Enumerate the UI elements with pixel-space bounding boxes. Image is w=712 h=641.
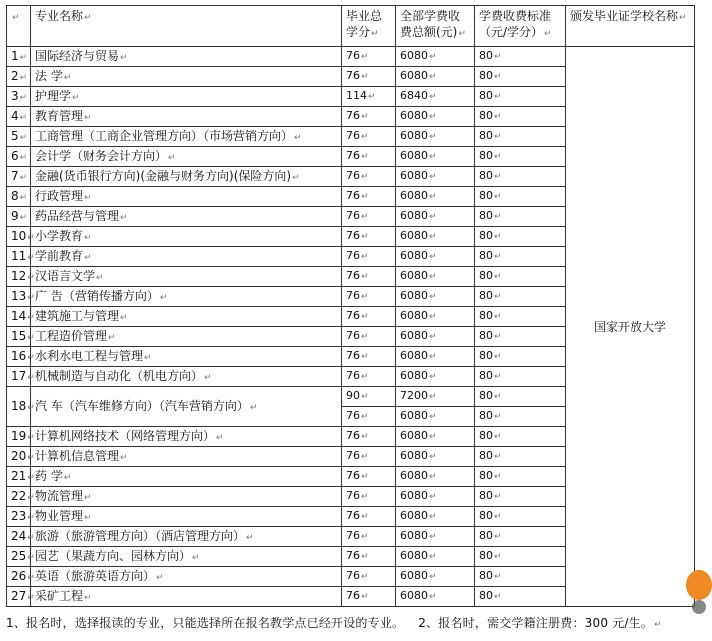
row-number: 17↵ — [7, 367, 31, 387]
paragraph-mark: ↵ — [494, 132, 502, 142]
paragraph-mark: ↵ — [494, 392, 502, 402]
total-fee: 6080↵ — [396, 567, 475, 587]
paragraph-mark: ↵ — [429, 352, 437, 362]
header-index — [7, 6, 31, 47]
major-name: 建筑施工与管理↵ — [31, 307, 342, 327]
paragraph-mark: ↵ — [494, 112, 502, 122]
total-fee: 6080↵ — [396, 487, 475, 507]
paragraph-mark: ↵ — [429, 432, 437, 442]
paragraph-mark: ↵ — [96, 272, 104, 283]
major-name: 行政管理↵ — [31, 187, 342, 207]
total-fee: 6080↵ — [396, 127, 475, 147]
paragraph-mark: ↵ — [494, 92, 502, 102]
paragraph-mark: ↵ — [494, 512, 502, 522]
paragraph-mark: ↵ — [429, 452, 437, 462]
paragraph-mark: ↵ — [19, 132, 28, 143]
paragraph-mark: ↵ — [494, 232, 502, 242]
major-name: 计算机网络技术（网络管理方向）↵ — [31, 427, 342, 447]
fee-per-credit: 80↵ — [475, 447, 566, 467]
table-body — [7, 47, 695, 607]
major-name: 药品经营与管理↵ — [31, 207, 342, 227]
paragraph-mark: ↵ — [361, 72, 369, 82]
paragraph-mark: ↵ — [429, 152, 437, 162]
paragraph-mark: ↵ — [84, 192, 92, 203]
row-number: 22↵ — [7, 487, 31, 507]
total-credits: 76↵ — [342, 587, 396, 607]
paragraph-mark: ↵ — [361, 412, 369, 422]
row-number: 20↵ — [7, 447, 31, 467]
paragraph-mark: ↵ — [361, 192, 369, 202]
paragraph-mark: ↵ — [494, 492, 502, 502]
paragraph-mark: ↵ — [494, 272, 502, 282]
fee-per-credit: 80↵ — [475, 47, 566, 67]
major-name: 旅游（旅游管理方向）（酒店管理方向）↵ — [31, 527, 342, 547]
paragraph-mark: ↵ — [27, 572, 35, 583]
header-fee-standard: 学费收费标准（元/学分）↵ — [475, 6, 566, 47]
total-credits: 76↵ — [342, 107, 396, 127]
paragraph-mark: ↵ — [159, 292, 168, 303]
paragraph-mark: ↵ — [494, 172, 502, 182]
paragraph-mark: ↵ — [494, 72, 502, 82]
floating-widget-shadow — [692, 600, 706, 614]
total-credits: 76↵ — [342, 127, 396, 147]
fee-per-credit: 80↵ — [475, 487, 566, 507]
fee-per-credit: 80↵ — [475, 527, 566, 547]
row-number: 3↵ — [7, 87, 31, 107]
total-credits: 76↵ — [342, 487, 396, 507]
fee-per-credit: 80↵ — [475, 67, 566, 87]
total-fee: 6080↵ — [396, 407, 475, 427]
paragraph-mark: ↵ — [429, 512, 437, 522]
paragraph-mark: ↵ — [494, 212, 502, 222]
major-name: 英语（旅游英语方向）↵ — [31, 567, 342, 587]
paragraph-mark: ↵ — [84, 232, 92, 243]
paragraph-mark: ↵ — [294, 132, 302, 143]
paragraph-mark: ↵ — [429, 392, 437, 402]
total-fee: 6080↵ — [396, 227, 475, 247]
paragraph-mark: ↵ — [120, 312, 128, 323]
fee-per-credit: 80↵ — [475, 187, 566, 207]
paragraph-mark: ↵ — [679, 13, 687, 23]
paragraph-mark: ↵ — [361, 452, 369, 462]
paragraph-mark: ↵ — [429, 52, 437, 62]
note-registration-fee: 2、报名时，需交学籍注册费：300 元/生。 — [418, 616, 654, 630]
paragraph-mark: ↵ — [429, 332, 437, 342]
paragraph-mark: ↵ — [361, 332, 369, 342]
paragraph-mark: ↵ — [63, 72, 72, 83]
fee-per-credit: 80↵ — [475, 107, 566, 127]
paragraph-mark: ↵ — [361, 172, 369, 182]
paragraph-mark: ↵ — [27, 232, 35, 243]
paragraph-mark: ↵ — [361, 312, 369, 322]
major-name: 护理学↵ — [31, 87, 342, 107]
paragraph-mark: ↵ — [429, 292, 437, 302]
total-credits: 90↵ — [342, 387, 396, 407]
paragraph-mark: ↵ — [168, 152, 176, 163]
paragraph-mark: ↵ — [84, 512, 92, 523]
paragraph-mark: ↵ — [120, 52, 128, 63]
row-number: 12↵ — [7, 267, 31, 287]
total-credits: 76↵ — [342, 167, 396, 187]
paragraph-mark: ↵ — [72, 92, 80, 103]
total-credits: 76↵ — [342, 467, 396, 487]
fee-per-credit: 80↵ — [475, 367, 566, 387]
major-name: 采矿工程↵ — [31, 587, 342, 607]
paragraph-mark: ↵ — [429, 232, 437, 242]
total-credits: 76↵ — [342, 507, 396, 527]
paragraph-mark: ↵ — [27, 292, 35, 303]
footnote — [6, 614, 706, 631]
paragraph-mark: ↵ — [361, 212, 369, 222]
floating-widget-icon[interactable] — [686, 570, 712, 600]
paragraph-mark: ↵ — [361, 352, 369, 362]
fee-table — [6, 5, 695, 607]
paragraph-mark: ↵ — [361, 552, 369, 562]
paragraph-mark: ↵ — [494, 372, 502, 382]
row-number: 7↵ — [7, 167, 31, 187]
total-credits: 76↵ — [342, 147, 396, 167]
paragraph-mark: ↵ — [27, 532, 35, 543]
major-name: 金融(货币银行方向)(金融与财务方向)(保险方向)↵ — [31, 167, 342, 187]
fee-per-credit: 80↵ — [475, 387, 566, 407]
total-fee: 6080↵ — [396, 147, 475, 167]
paragraph-mark: ↵ — [84, 112, 92, 123]
row-number: 11↵ — [7, 247, 31, 267]
row-number: 6↵ — [7, 147, 31, 167]
paragraph-mark: ↵ — [494, 412, 502, 422]
paragraph-mark: ↵ — [429, 312, 437, 322]
paragraph-mark: ↵ — [27, 452, 35, 463]
total-fee: 6080↵ — [396, 167, 475, 187]
paragraph-mark: ↵ — [19, 212, 28, 223]
total-credits: 76↵ — [342, 227, 396, 247]
paragraph-mark: ↵ — [27, 552, 35, 563]
major-name: 园艺（果蔬方向、园林方向）↵ — [31, 547, 342, 567]
fee-per-credit: 80↵ — [475, 247, 566, 267]
paragraph-mark: ↵ — [654, 620, 662, 630]
paragraph-mark: ↵ — [204, 372, 212, 383]
row-number: 4↵ — [7, 107, 31, 127]
paragraph-mark: ↵ — [361, 432, 369, 442]
major-name: 工程造价管理↵ — [31, 327, 342, 347]
paragraph-mark: ↵ — [361, 152, 369, 162]
paragraph-mark: ↵ — [544, 29, 552, 39]
total-credits: 76↵ — [342, 547, 396, 567]
fee-per-credit: 80↵ — [475, 507, 566, 527]
paragraph-mark: ↵ — [429, 552, 437, 562]
total-fee: 6080↵ — [396, 67, 475, 87]
paragraph-mark: ↵ — [429, 212, 437, 222]
fee-per-credit: 80↵ — [475, 287, 566, 307]
paragraph-mark: ↵ — [429, 472, 437, 482]
paragraph-mark: ↵ — [63, 472, 72, 483]
paragraph-mark: ↵ — [12, 13, 20, 23]
major-name: 汽 车（汽车维修方向）（汽车营销方向）↵ — [31, 387, 342, 427]
paragraph-mark: ↵ — [361, 252, 369, 262]
paragraph-mark: ↵ — [19, 192, 28, 203]
major-name: 水利水电工程与管理↵ — [31, 347, 342, 367]
row-number: 13↵ — [7, 287, 31, 307]
paragraph-mark: ↵ — [361, 392, 369, 402]
paragraph-mark: ↵ — [249, 402, 258, 413]
paragraph-mark: ↵ — [27, 352, 35, 363]
row-number: 14↵ — [7, 307, 31, 327]
fee-per-credit: 80↵ — [475, 567, 566, 587]
paragraph-mark: ↵ — [361, 112, 369, 122]
paragraph-mark: ↵ — [429, 272, 437, 282]
paragraph-mark: ↵ — [361, 592, 369, 602]
total-fee: 6080↵ — [396, 367, 475, 387]
paragraph-mark: ↵ — [27, 312, 35, 323]
paragraph-mark: ↵ — [19, 172, 28, 183]
paragraph-mark: ↵ — [27, 272, 35, 283]
fee-per-credit: 80↵ — [475, 347, 566, 367]
paragraph-mark: ↵ — [19, 72, 28, 83]
total-credits: 76↵ — [342, 287, 396, 307]
paragraph-mark: ↵ — [27, 402, 35, 413]
fee-per-credit: 80↵ — [475, 467, 566, 487]
paragraph-mark: ↵ — [144, 352, 152, 363]
total-fee: 6080↵ — [396, 507, 475, 527]
header-total-fee: 全部学费收费总额(元)↵ — [396, 6, 475, 47]
total-credits: 76↵ — [342, 567, 396, 587]
header-credits: 毕业总学分↵ — [342, 6, 396, 47]
total-fee: 6080↵ — [396, 287, 475, 307]
paragraph-mark: ↵ — [494, 352, 502, 362]
paragraph-mark: ↵ — [494, 552, 502, 562]
note-registration-major: 1、报名时，选择报读的专业，只能选择所在报名教学点已经开设的专业。 — [6, 616, 405, 630]
row-number: 10↵ — [7, 227, 31, 247]
paragraph-mark: ↵ — [361, 532, 369, 542]
paragraph-mark: ↵ — [494, 52, 502, 62]
paragraph-mark: ↵ — [27, 512, 35, 523]
paragraph-mark: ↵ — [429, 252, 437, 262]
paragraph-mark: ↵ — [19, 92, 28, 103]
paragraph-mark: ↵ — [19, 152, 28, 163]
fee-per-credit: 80↵ — [475, 127, 566, 147]
total-credits: 76↵ — [342, 207, 396, 227]
total-fee: 6080↵ — [396, 107, 475, 127]
total-fee: 6080↵ — [396, 587, 475, 607]
paragraph-mark: ↵ — [429, 172, 437, 182]
total-credits: 76↵ — [342, 67, 396, 87]
total-credits: 76↵ — [342, 327, 396, 347]
paragraph-mark: ↵ — [361, 492, 369, 502]
paragraph-mark: ↵ — [429, 92, 437, 102]
paragraph-mark: ↵ — [429, 192, 437, 202]
total-fee: 6080↵ — [396, 267, 475, 287]
paragraph-mark: ↵ — [84, 13, 92, 23]
major-name: 汉语言文学↵ — [31, 267, 342, 287]
paragraph-mark: ↵ — [361, 512, 369, 522]
total-fee: 6080↵ — [396, 247, 475, 267]
major-name: 计算机信息管理↵ — [31, 447, 342, 467]
paragraph-mark: ↵ — [361, 472, 369, 482]
paragraph-mark: ↵ — [494, 192, 502, 202]
paragraph-mark: ↵ — [361, 292, 369, 302]
row-number: 26↵ — [7, 567, 31, 587]
paragraph-mark: ↵ — [429, 412, 437, 422]
paragraph-mark: ↵ — [84, 252, 92, 263]
major-name: 国际经济与贸易↵ — [31, 47, 342, 67]
row-number: 21↵ — [7, 467, 31, 487]
total-fee: 6080↵ — [396, 427, 475, 447]
total-credits: 76↵ — [342, 407, 396, 427]
paragraph-mark: ↵ — [494, 592, 502, 602]
paragraph-mark: ↵ — [429, 372, 437, 382]
paragraph-mark: ↵ — [429, 132, 437, 142]
row-number: 16↵ — [7, 347, 31, 367]
major-name: 法 学↵ — [31, 67, 342, 87]
issuing-school: 国家开放大学 — [566, 47, 695, 607]
paragraph-mark: ↵ — [429, 532, 437, 542]
paragraph-mark: ↵ — [361, 272, 369, 282]
fee-per-credit: 80↵ — [475, 547, 566, 567]
paragraph-mark: ↵ — [216, 432, 224, 443]
major-name: 小学教育↵ — [31, 227, 342, 247]
row-number: 25↵ — [7, 547, 31, 567]
paragraph-mark: ↵ — [494, 152, 502, 162]
paragraph-mark: ↵ — [27, 372, 35, 383]
fee-per-credit: 80↵ — [475, 167, 566, 187]
total-fee: 6080↵ — [396, 527, 475, 547]
paragraph-mark: ↵ — [494, 452, 502, 462]
paragraph-mark: ↵ — [361, 372, 369, 382]
paragraph-mark: ↵ — [494, 252, 502, 262]
header-school: 颁发毕业证学校名称↵ — [566, 6, 695, 47]
paragraph-mark: ↵ — [494, 312, 502, 322]
total-credits: 76↵ — [342, 367, 396, 387]
fee-per-credit: 80↵ — [475, 407, 566, 427]
paragraph-mark: ↵ — [361, 572, 369, 582]
total-credits: 76↵ — [342, 247, 396, 267]
paragraph-mark: ↵ — [27, 592, 35, 603]
header-major-name: 专业名称↵ — [31, 6, 342, 47]
paragraph-mark: ↵ — [368, 92, 376, 102]
fee-per-credit: 80↵ — [475, 307, 566, 327]
row-number: 24↵ — [7, 527, 31, 547]
total-credits: 76↵ — [342, 527, 396, 547]
fee-per-credit: 80↵ — [475, 87, 566, 107]
total-credits: 76↵ — [342, 347, 396, 367]
fee-per-credit: 80↵ — [475, 427, 566, 447]
row-number: 9↵ — [7, 207, 31, 227]
total-credits: 76↵ — [342, 187, 396, 207]
paragraph-mark: ↵ — [429, 492, 437, 502]
total-credits: 76↵ — [342, 307, 396, 327]
row-number: 15↵ — [7, 327, 31, 347]
paragraph-mark: ↵ — [27, 432, 35, 443]
paragraph-mark: ↵ — [429, 112, 437, 122]
paragraph-mark: ↵ — [84, 592, 92, 603]
paragraph-mark: ↵ — [371, 29, 379, 39]
total-fee: 6080↵ — [396, 327, 475, 347]
total-fee: 6080↵ — [396, 307, 475, 327]
table-header-row — [7, 6, 695, 47]
fee-per-credit: 80↵ — [475, 227, 566, 247]
major-name: 教育管理↵ — [31, 107, 342, 127]
paragraph-mark: ↵ — [458, 29, 466, 39]
paragraph-mark: ↵ — [494, 432, 502, 442]
major-name: 机械制造与自动化（机电方向）↵ — [31, 367, 342, 387]
major-name: 物流管理↵ — [31, 487, 342, 507]
paragraph-mark: ↵ — [27, 252, 35, 263]
total-fee: 6840↵ — [396, 87, 475, 107]
paragraph-mark: ↵ — [246, 532, 254, 543]
paragraph-mark: ↵ — [429, 72, 437, 82]
row-number: 18↵ — [7, 387, 31, 427]
paragraph-mark: ↵ — [292, 172, 300, 183]
major-name: 学前教育↵ — [31, 247, 342, 267]
row-number: 19↵ — [7, 427, 31, 447]
total-fee: 6080↵ — [396, 207, 475, 227]
total-fee: 6080↵ — [396, 467, 475, 487]
paragraph-mark: ↵ — [361, 132, 369, 142]
paragraph-mark: ↵ — [27, 472, 35, 483]
row-number: 23↵ — [7, 507, 31, 527]
paragraph-mark: ↵ — [27, 332, 35, 343]
row-number: 27↵ — [7, 587, 31, 607]
total-fee: 6080↵ — [396, 347, 475, 367]
major-name: 广 告（营销传播方向）↵ — [31, 287, 342, 307]
paragraph-mark: ↵ — [120, 452, 128, 463]
total-fee: 6080↵ — [396, 547, 475, 567]
major-name: 会计学（财务会计方向）↵ — [31, 147, 342, 167]
major-name: 工商管理（工商企业管理方向）（市场营销方向）↵ — [31, 127, 342, 147]
paragraph-mark: ↵ — [361, 52, 369, 62]
paragraph-mark: ↵ — [108, 332, 116, 343]
paragraph-mark: ↵ — [84, 492, 92, 503]
row-number: 2↵ — [7, 67, 31, 87]
row-number: 8↵ — [7, 187, 31, 207]
paragraph-mark: ↵ — [361, 232, 369, 242]
total-fee: 6080↵ — [396, 47, 475, 67]
major-name: 物业管理↵ — [31, 507, 342, 527]
paragraph-mark: ↵ — [494, 572, 502, 582]
row-number: 5↵ — [7, 127, 31, 147]
row-number: 1↵ — [7, 47, 31, 67]
paragraph-mark: ↵ — [494, 472, 502, 482]
total-credits: 114↵ — [342, 87, 396, 107]
total-fee: 6080↵ — [396, 447, 475, 467]
paragraph-mark: ↵ — [494, 332, 502, 342]
paragraph-mark: ↵ — [494, 532, 502, 542]
paragraph-mark: ↵ — [192, 552, 200, 563]
major-name: 药 学↵ — [31, 467, 342, 487]
paragraph-mark: ↵ — [494, 292, 502, 302]
fee-per-credit: 80↵ — [475, 587, 566, 607]
total-fee: 7200↵ — [396, 387, 475, 407]
paragraph-mark: ↵ — [120, 212, 128, 223]
total-credits: 76↵ — [342, 447, 396, 467]
table-row — [7, 47, 695, 67]
paragraph-mark: ↵ — [429, 572, 437, 582]
total-credits: 76↵ — [342, 47, 396, 67]
fee-per-credit: 80↵ — [475, 327, 566, 347]
paragraph-mark: ↵ — [429, 592, 437, 602]
total-credits: 76↵ — [342, 267, 396, 287]
paragraph-mark: ↵ — [27, 492, 35, 503]
fee-per-credit: 80↵ — [475, 147, 566, 167]
fee-per-credit: 80↵ — [475, 207, 566, 227]
paragraph-mark: ↵ — [19, 112, 28, 123]
paragraph-mark: ↵ — [156, 572, 164, 583]
paragraph-mark: ↵ — [19, 52, 28, 63]
fee-per-credit: 80↵ — [475, 267, 566, 287]
total-credits: 76↵ — [342, 427, 396, 447]
total-fee: 6080↵ — [396, 187, 475, 207]
